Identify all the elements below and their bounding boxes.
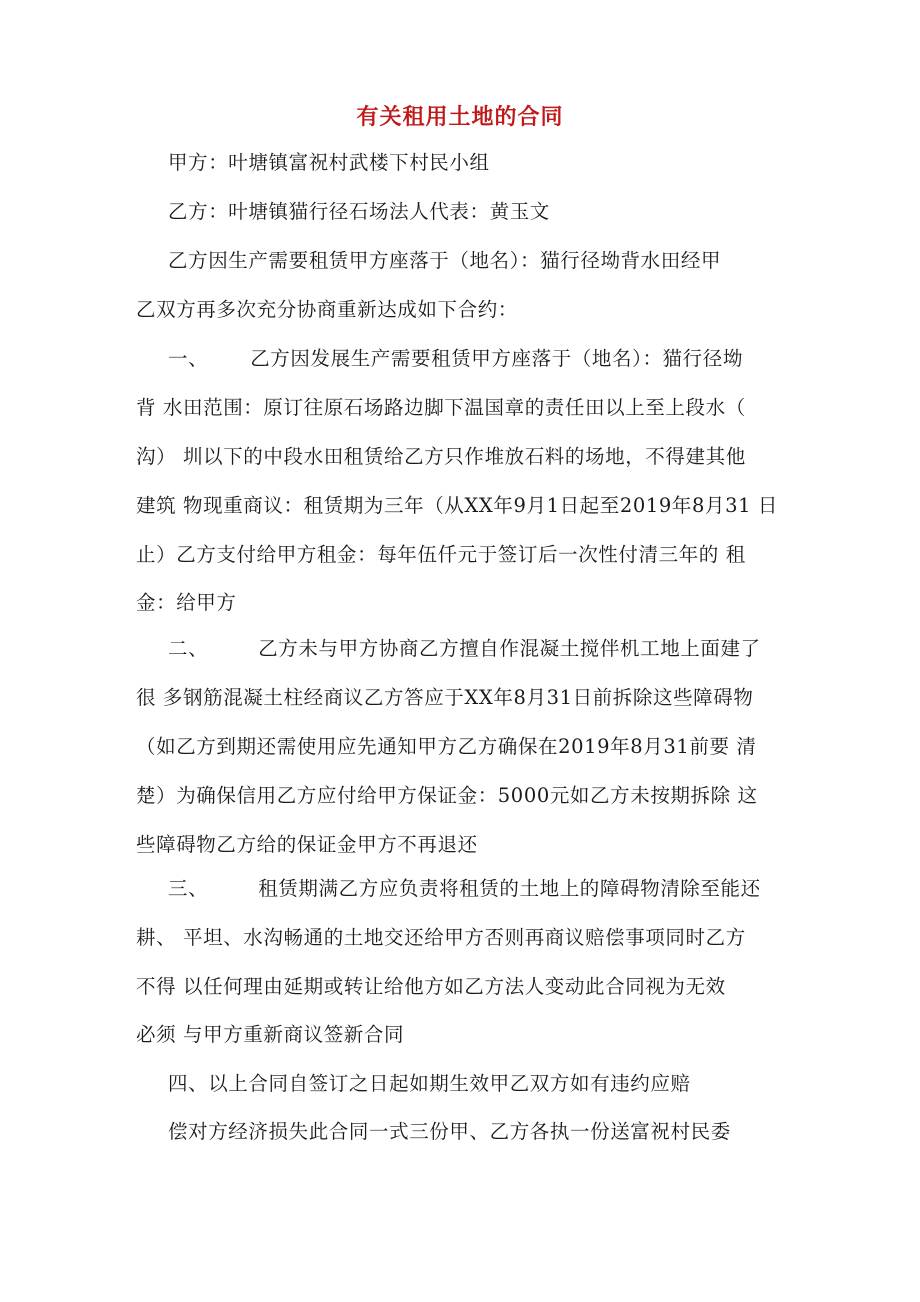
intro-line-1: 乙方因生产需要租赁甲方座落于（地名）：猫行径坳背水田经甲 <box>168 249 722 272</box>
clause-1-line-6: 金：给甲方 <box>136 591 237 614</box>
clause-1-line-3: 沟） 圳以下的中段水田租赁给乙方只作堆放石料的场地，不得建其他 <box>136 445 746 468</box>
clause-2-number: 二、 <box>168 637 209 660</box>
clause-1-number: 一、 <box>168 347 209 370</box>
clause-3-line-4: 必须 与甲方重新商议签新合同 <box>136 1023 405 1046</box>
clause-3-line-2: 耕、 平坦、水沟畅通的土地交还给甲方否则再商议赔偿事项同时乙方 <box>136 926 746 949</box>
clause-1-first-line <box>168 344 743 374</box>
clause-1-line-1: 乙方因发展生产需要租赁甲方座落于（地名）：猫行径坳 <box>250 347 743 370</box>
clause-1-line-5: 止）乙方支付给甲方租金：每年伍仟元于签订后一次性付清三年的 租 <box>136 543 746 566</box>
clause-2-line-5: 些障碍物乙方给的保证金甲方不再退还 <box>136 833 478 856</box>
party-b-line: 乙方：叶塘镇猫行径石场法人代表：黄玉文 <box>168 200 550 223</box>
document-title: 有关租用土地的合同 <box>356 105 564 130</box>
clause-1-line-2: 背 水田范围：原订往原石场路边脚下温国章的责任田以上至上段水（ <box>136 396 746 419</box>
clause-4-line-2: 偿对方经济损失此合同一式三份甲、乙方各执一份送富祝村民委 <box>168 1120 731 1143</box>
clause-4-line-1: 四、以上合同自签订之日起如期生效甲乙双方如有违约应赔 <box>168 1072 691 1095</box>
clause-3-line-1: 租赁期满乙方应负责将租赁的土地上的障碍物清除至能还 <box>258 877 761 900</box>
clause-1-line-4: 建筑 物现重商议：租赁期为三年（从XX年9月1日起至2019年8月31 日 <box>136 494 779 517</box>
clause-2-line-2: 很 多钢筋混凝土柱经商议乙方答应于XX年8月31日前拆除这些障碍物 <box>136 686 754 709</box>
clause-2-line-1: 乙方未与甲方协商乙方擅自作混凝土搅伴机工地上面建了 <box>258 637 761 660</box>
clause-2-line-4: 楚）为确保信用乙方应付给甲方保证金：5000元如乙方未按期拆除 这 <box>136 784 758 807</box>
intro-line-2: 乙双方再多次充分协商重新达成如下合约： <box>136 298 518 321</box>
clause-3-first-line <box>168 874 761 904</box>
clause-3-number: 三、 <box>168 877 209 900</box>
clause-2-line-3: （如乙方到期还需使用应先通知甲方乙方确保在2019年8月31前要 清 <box>136 735 757 758</box>
clause-3-line-3: 不得 以任何理由延期或转让给他方如乙方法人变动此合同视为无效 <box>136 975 726 998</box>
clause-2-first-line <box>168 634 761 664</box>
party-a-line: 甲方：叶塘镇富祝村武楼下村民小组 <box>168 151 490 174</box>
